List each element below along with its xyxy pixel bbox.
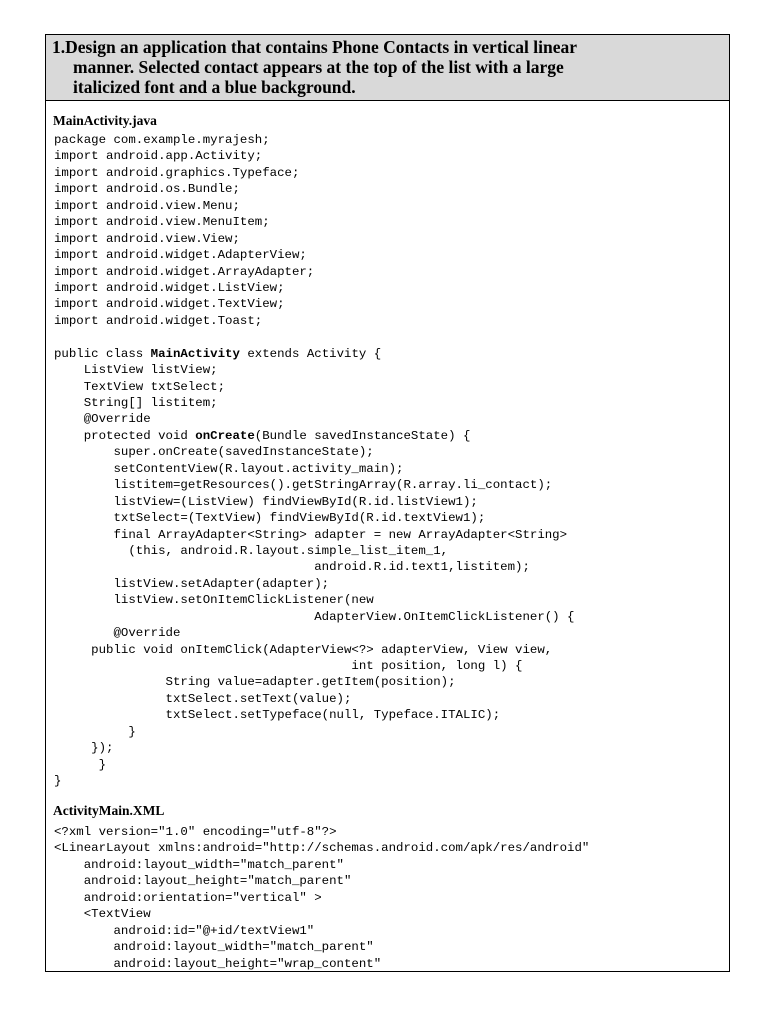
code-line: txtSelect.setText(value); — [54, 691, 352, 706]
section-title-activitymain-xml: ActivityMain.XML — [53, 803, 165, 818]
code-line: import android.widget.Toast; — [54, 313, 263, 328]
code-line — [54, 428, 575, 444]
code-line: <LinearLayout xmlns:android="http://schemas.android.com/apk/res/android" — [54, 841, 590, 856]
code-line: android:orientation="vertical" > — [54, 890, 322, 905]
code-line: import android.widget.TextView; — [54, 297, 285, 312]
code-line: } — [54, 774, 62, 789]
code-line: android:id="@+id/textView1" — [54, 923, 315, 938]
code-line: listView=(ListView) findViewById(R.id.listView1); — [54, 494, 478, 509]
code-line: @Override — [54, 412, 151, 427]
code-text: protected void — [54, 428, 196, 443]
code-line: } — [54, 757, 107, 772]
code-line: int position, long l) { — [54, 659, 523, 673]
code-line: import android.app.Activity; — [54, 149, 263, 164]
code-line: final ArrayAdapter<String> adapter = new ArrayAdapter<String> — [54, 527, 568, 542]
section-title-mainactivity: MainActivity.java — [53, 113, 157, 128]
code-text: public class — [54, 346, 151, 361]
code-line: String value=adapter.getItem(position); — [54, 675, 456, 690]
code-bold-identifier: MainActivity — [150, 346, 240, 361]
code-line: listView.setOnItemClickListener(new — [54, 593, 374, 608]
code-block-xml — [54, 824, 589, 972]
code-line: import android.graphics.Typeface; — [54, 165, 300, 180]
code-line: import android.view.Menu; — [54, 198, 240, 213]
code-line: String[] listitem; — [54, 396, 218, 410]
code-bold-identifier: onCreate — [195, 428, 255, 443]
code-line: txtSelect.setTypeface(null, Typeface.ITALIC); — [54, 708, 501, 723]
code-line: listitem=getResources().getStringArray(R.array.li_contact); — [54, 478, 553, 493]
code-line: android:layout_width="match_parent" — [54, 857, 344, 872]
code-line: import android.widget.ArrayAdapter; — [54, 264, 315, 279]
code-line: import android.widget.ListView; — [54, 280, 285, 295]
code-line: super.onCreate(savedInstanceState); — [54, 445, 374, 460]
code-line: public void onItemClick(AdapterView<?> adapterView, View view, — [54, 642, 553, 657]
code-line: @Override — [54, 626, 181, 641]
question-line-3: italicized font and a blue background. — [73, 77, 356, 97]
code-line: txtSelect=(TextView) findViewById(R.id.textView1); — [54, 511, 486, 526]
question-line-2: manner. Selected contact appears at the top of the list with a large — [73, 57, 564, 77]
code-line: <TextView — [54, 907, 151, 922]
code-line: import android.view.View; — [54, 231, 240, 246]
code-line: setContentView(R.layout.activity_main); — [54, 461, 404, 476]
code-line: TextView txtSelect; — [54, 379, 226, 394]
code-line: import android.os.Bundle; — [54, 182, 240, 197]
code-line — [54, 346, 575, 362]
code-text: extends Activity { — [239, 346, 382, 361]
code-line: package com.example.myrajesh; — [54, 133, 270, 147]
code-line: }); — [54, 741, 114, 756]
question-line-1: 1.Design an application that contains Phone Contacts in vertical linear — [52, 37, 578, 57]
question-header — [46, 35, 729, 101]
code-block-java — [54, 132, 575, 790]
code-line: import android.view.MenuItem; — [54, 215, 270, 230]
code-line: android:layout_width="match_parent" — [54, 940, 374, 955]
code-line — [54, 329, 575, 345]
code-line: AdapterView.OnItemClickListener() { — [54, 609, 575, 624]
code-text: (Bundle savedInstanceState) { — [254, 428, 471, 443]
code-line: <?xml version="1.0" encoding="utf-8"?> — [54, 825, 337, 839]
code-line: ListView listView; — [54, 363, 218, 378]
code-line: android:layout_height="wrap_content" — [54, 956, 382, 971]
code-line: listView.setAdapter(adapter); — [54, 576, 330, 591]
document-frame — [45, 34, 730, 972]
code-line: } — [54, 724, 136, 739]
code-line: android:layout_height="match_parent" — [54, 874, 352, 889]
code-line: android.R.id.text1,listitem); — [54, 560, 530, 575]
code-line: import android.widget.AdapterView; — [54, 248, 307, 263]
code-line: (this, android.R.layout.simple_list_item_1, — [54, 543, 449, 558]
